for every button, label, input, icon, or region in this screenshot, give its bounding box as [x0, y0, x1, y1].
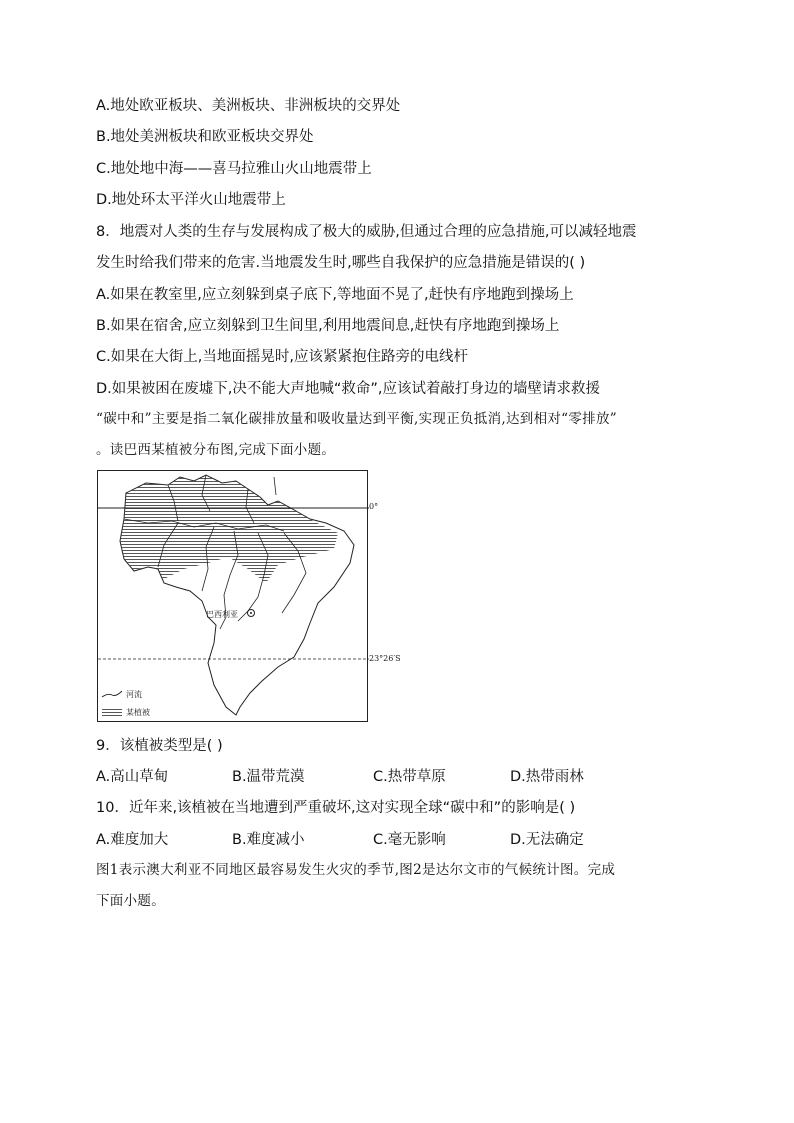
legend-vegetation-swatch	[102, 709, 122, 716]
q8-option-c: C.如果在大街上,当地面摇晃时,应该紧紧抱住路旁的电线杆	[96, 349, 468, 365]
equator-label: 0°	[369, 502, 379, 511]
map-drawing	[98, 471, 369, 723]
q10-option-b: B.难度减小	[232, 832, 305, 848]
q7-option-b: B.地处美洲板块和欧亚板块交界处	[96, 129, 314, 145]
intro1-line1: “碳中和”主要是指二氧化碳排放量和吸收量达到平衡,实现正负抵消,达到相对“零排放”	[96, 411, 617, 427]
q7-option-c: C.地处地中海——喜马拉雅山火山地震带上	[96, 161, 372, 177]
q9-option-b: B.温带荒漠	[232, 769, 305, 785]
q7-option-a: A.地处欧亚板块、美洲板块、非洲板块的交界处	[96, 98, 401, 114]
q9-option-a: A.高山草甸	[96, 769, 169, 785]
capital-label: 巴西利亚	[206, 610, 238, 619]
q8-option-b: B.如果在宿舍,应立刻躲到卫生间里,利用地震间息,赶快有序地跑到操场上	[96, 318, 560, 334]
q10-option-c: C.毫无影响	[373, 832, 446, 848]
brazil-vegetation-map	[97, 470, 368, 722]
intro2-line2: 下面小题。	[96, 893, 165, 909]
q9-stem: 9．该植被类型是( )	[96, 738, 223, 754]
q8-option-d: D.如果被困在废墟下,决不能大声地喊“救命”,应该试着敲打身边的墙壁请求救援	[96, 381, 601, 397]
q8-stem-line2: 发生时给我们带来的危害.当地震发生时,哪些自我保护的应急措施是错误的( )	[96, 255, 586, 271]
q10-option-d: D.无法确定	[510, 832, 584, 848]
legend-vegetation-label: 某植被	[126, 708, 150, 717]
intro2-line1: 图1表示澳大利亚不同地区最容易发生火灾的季节,图2是达尔文市的气候统计图。完成	[96, 862, 616, 878]
q10-stem: 10．近年来,该植被在当地遭到严重破坏,这对实现全球“碳中和”的影响是( )	[96, 800, 576, 816]
q7-option-d: D.地处环太平洋火山地震带上	[96, 192, 286, 208]
legend-river-label: 河流	[126, 690, 142, 699]
tropic-label: 23°26′S	[369, 654, 401, 663]
q9-option-c: C.热带草原	[373, 769, 446, 785]
q8-option-a: A.如果在教室里,应立刻躲到桌子底下,等地面不晃了,赶快有序地跑到操场上	[96, 287, 574, 303]
q9-option-d: D.热带雨林	[510, 769, 584, 785]
legend-river-icon	[102, 691, 122, 697]
q8-stem-line1: 8．地震对人类的生存与发展构成了极大的威胁,但通过合理的应急措施,可以减轻地震	[96, 224, 637, 240]
q10-option-a: A.难度加大	[96, 832, 169, 848]
intro1-line2: 。读巴西某植被分布图,完成下面小题。	[96, 442, 336, 458]
